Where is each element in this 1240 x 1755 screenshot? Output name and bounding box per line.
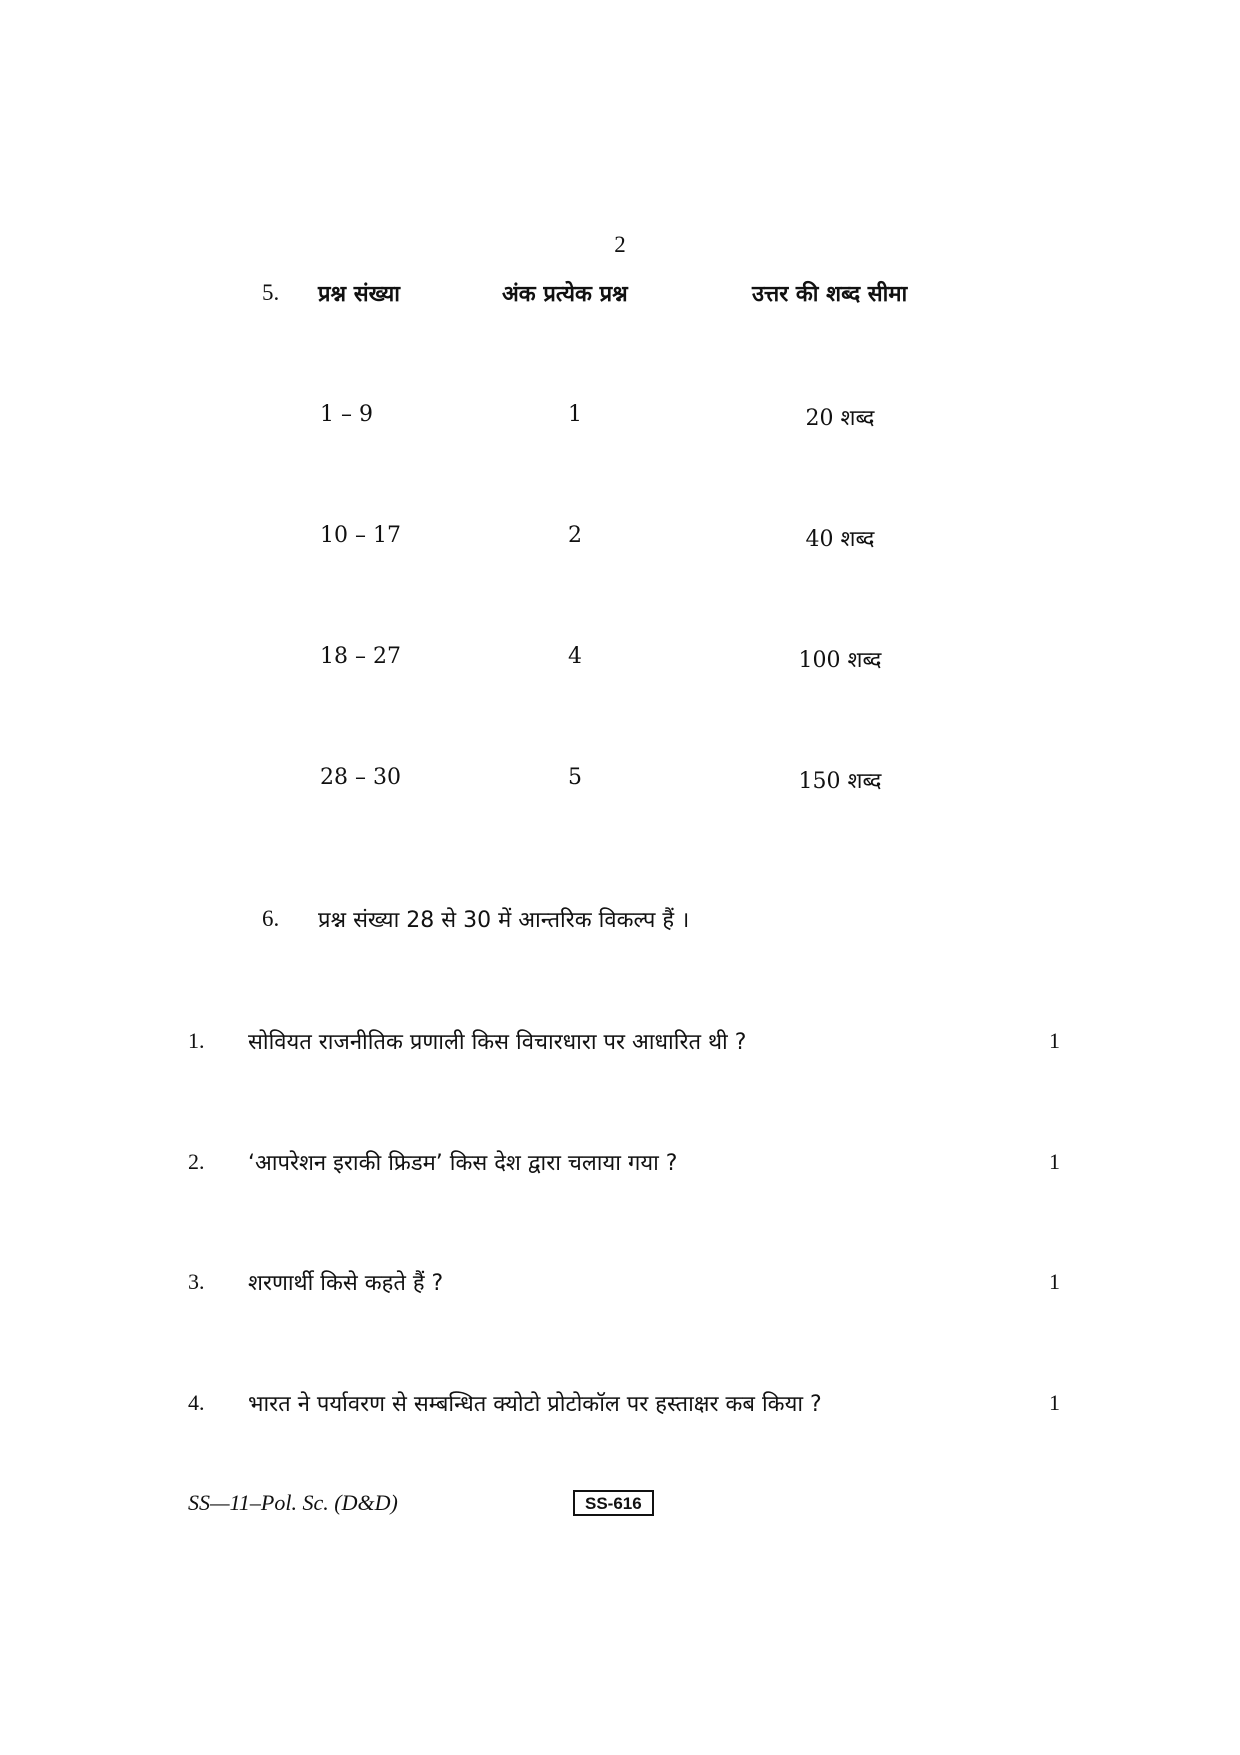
footer-paper-code: SS—11–Pol. Sc. (D&D) xyxy=(188,1490,398,1515)
table-row-words: 40 शब्द xyxy=(805,527,875,552)
question-number: 4. xyxy=(188,1390,205,1415)
table-row-marks: 2 xyxy=(568,523,582,548)
question-text: सोवियत राजनीतिक प्रणाली किस विचारधारा पर आधारित थी ? xyxy=(248,1030,747,1055)
table-row-words: 20 शब्द xyxy=(805,406,875,431)
table-row-words: 100 शब्द xyxy=(798,648,882,673)
question-marks: 1 xyxy=(1049,1028,1060,1053)
instruction-6-number: 6. xyxy=(262,906,280,931)
header-word-limit: उत्तर की शब्द सीमा xyxy=(752,282,908,307)
table-row-marks: 4 xyxy=(568,644,582,669)
table-row-range: 1 – 9 xyxy=(320,402,373,427)
table-row-range: 18 – 27 xyxy=(320,644,401,669)
instruction-5-number: 5. xyxy=(262,280,280,305)
table-row-words: 150 शब्द xyxy=(798,769,882,794)
question-number: 3. xyxy=(188,1269,205,1294)
footer-series-box: SS-616 xyxy=(573,1490,654,1516)
question-number: 1. xyxy=(188,1028,205,1053)
page-number: 2 xyxy=(614,232,626,257)
question-text: ‘आपरेशन इराकी फ्रिडम’ किस देश द्वारा चलाया गया ? xyxy=(248,1151,678,1176)
header-marks-each: अंक प्रत्येक प्रश्न xyxy=(502,282,628,307)
table-row-range: 28 – 30 xyxy=(320,765,401,790)
question-text: भारत ने पर्यावरण से सम्बन्धित क्योटो प्रोटोकॉल पर हस्ताक्षर कब किया ? xyxy=(248,1392,822,1417)
question-marks: 1 xyxy=(1049,1269,1060,1294)
instruction-6-text: प्रश्न संख्या 28 से 30 में आन्तरिक विकल्प हैं । xyxy=(318,908,690,933)
table-row-marks: 5 xyxy=(568,765,582,790)
question-text: शरणार्थी किसे कहते हैं ? xyxy=(248,1271,444,1296)
question-marks: 1 xyxy=(1049,1390,1060,1415)
table-row-marks: 1 xyxy=(568,402,582,427)
table-row-range: 10 – 17 xyxy=(320,523,401,548)
question-number: 2. xyxy=(188,1149,205,1174)
question-marks: 1 xyxy=(1049,1149,1060,1174)
header-question-numbers: प्रश्न संख्या xyxy=(318,282,400,307)
